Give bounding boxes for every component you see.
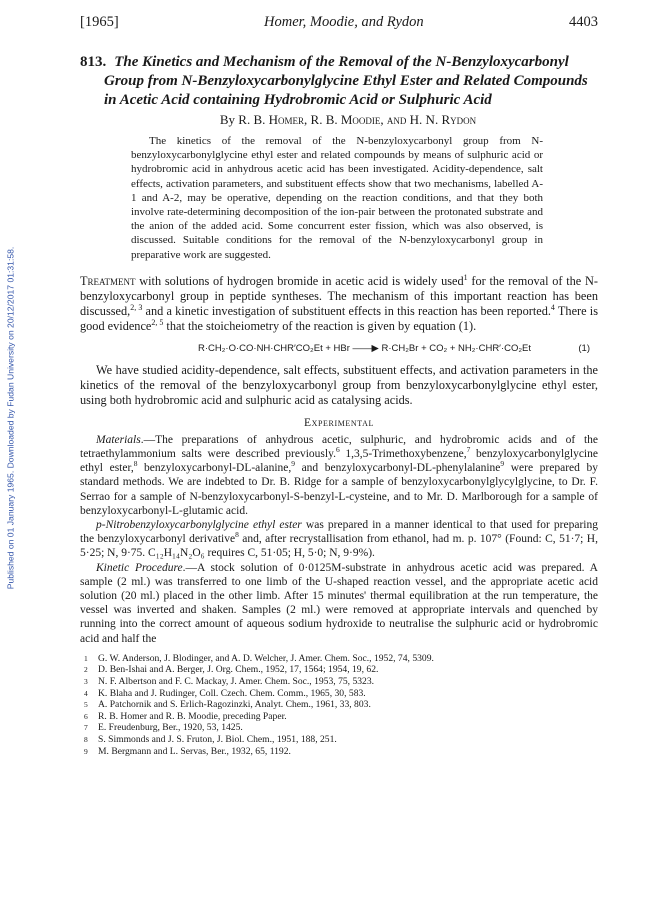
footnote: [80, 676, 598, 688]
materials-text-c: benzyloxycarbonylglycine ethyl ester,: [80, 448, 598, 475]
footnote-number: 3: [84, 677, 88, 687]
introduction: [80, 274, 598, 408]
footnote-text: M. Bergmann and L. Servas, Ber., 1932, 65, 1192.: [98, 745, 291, 757]
page-number: 4403: [568, 14, 598, 30]
footnote-text: R. B. Homer and R. B. Moodie, preceding Paper.: [98, 710, 287, 722]
article-title-text: The Kinetics and Mechanism of the Removal of the N-Benzyloxycarbonyl Group from N-Benzyloxycarbonylglycine Ethyl Ester and Related Compounds in Acetic Acid containing Hydrobromic Acid or Sulphuric Acid: [104, 54, 588, 108]
footnote-number: 6: [84, 711, 88, 721]
footnote-number: 9: [84, 746, 88, 756]
kinetic-label: Kinetic Procedure: [96, 561, 183, 574]
citation-ref: 9: [291, 459, 295, 469]
materials-text-d: benzyloxycarbonyl-DL-alanine,: [137, 462, 292, 475]
footnote-number: 5: [84, 700, 88, 710]
footnote-number: 8: [84, 735, 88, 745]
materials-label: Materials: [96, 433, 141, 446]
citation-ref: 9: [500, 459, 505, 469]
footnote-text: A. Patchornik and S. Erlich-Ragozinzki, Analyt. Chem., 1961, 33, 803.: [98, 699, 371, 711]
journal-page: [80, 14, 598, 757]
footnote-number: 1: [84, 653, 88, 663]
footnote: [80, 664, 598, 676]
footnote-number: 4: [84, 688, 88, 698]
download-watermark: [3, 148, 17, 688]
nitro-paragraph: [80, 518, 598, 561]
footnote-text: D. Ben-Ishai and A. Berger, J. Org. Chem., 1952, 17, 1564; 1954, 19, 62.: [98, 664, 379, 676]
materials-text-e: and benzyloxycarbonyl-DL-phenylalanine: [294, 462, 501, 475]
intro-paragraph-2: We have studied acidity-dependence, salt effects, substituent effects, and activation parameters in the kinetics of the removal of the benzyloxycarbonyl group from benzyloxycarbonylglycine ethyl ester, using both hydrobromic acid and sulphuric acid as catalysing acids.: [80, 362, 598, 407]
running-head: [80, 14, 598, 31]
intro-text-b: for the removal of the N-benzyloxycarbonyl group in peptide syntheses. The mechanism of this important reaction has been discussed,: [80, 273, 598, 318]
citation-ref: 6: [335, 445, 340, 455]
footnote-number: 7: [84, 723, 88, 733]
citation-ref: 4: [550, 302, 555, 312]
kinetic-text: .—A stock solution of 0·0125M-substrate in anhydrous acetic acid was prepared. A sample (2 ml.) was transferred to one limb of the U-shaped reaction vessel, and the appropriate acetic acid solution (20 ml.) placed in the other limb. After 15 minutes' thermal equilibration at the run temperature, the vessel was inverted and shaken. Samples (2 ml.) were removed at appropriate intervals and quenched by running into the correct amount of aqueous sodium hydroxide to neutralise the sulphuric acid or hydrobromic acid and half the: [80, 561, 598, 645]
article-title: [80, 53, 598, 110]
citation-ref: 2, 3: [130, 302, 143, 312]
intro-text-c: and a kinetic investigation of substituent effects in this reaction has been reported.: [142, 303, 551, 318]
equation-1: [80, 341, 598, 356]
footnote: [80, 653, 598, 665]
citation-ref: 2, 5: [151, 317, 164, 327]
intro-text-d: There is good evidence: [80, 303, 598, 333]
intro-lead-word: Treatment: [80, 273, 136, 288]
footnote: [80, 699, 598, 711]
article-number: 813.: [80, 54, 107, 70]
footnote: [80, 734, 598, 746]
running-head-year: [1965]: [80, 14, 119, 30]
footnote-text: G. W. Anderson, J. Blodinger, and A. D. Welcher, J. Amer. Chem. Soc., 1952, 74, 5309.: [98, 652, 434, 664]
byline-authors: R. B. Homer, R. B. Moodie, and H. N. Rydon: [238, 112, 477, 127]
citation-ref: 1: [463, 272, 468, 282]
kinetic-paragraph: [80, 561, 598, 646]
nitro-text-a: was prepared in a manner identical to that used for preparing the benzyloxycarbonyl derivative: [80, 519, 598, 546]
footnote: [80, 746, 598, 758]
nitro-label: p-Nitrobenzyloxycarbonylglycine ethyl ester: [96, 519, 302, 532]
materials-text-b: 1,3,5-Trimethoxybenzene,: [339, 448, 467, 461]
equation-body: R·CH₂·O·CO·NH·CHR′CO₂Et + HBr ——▶ R·CH₂Br + CO₂ + NH₂·CHR′·CO₂Et: [198, 342, 532, 354]
experimental-section: [80, 433, 598, 646]
footnote-number: 2: [84, 665, 88, 675]
materials-text-f: were prepared by standard methods. We are indebted to Dr. B. Ridge for a sample of benzyloxycarbonylglycylglycine, to Dr. F. Serrao for a sample of N-benzyloxycarbonyl-S-benzyl-L-cysteine, and to Mr. D. Marlborough for a sample of benzyloxycarbonyl-L-glutamic acid.: [80, 462, 598, 517]
section-heading-experimental: Experimental: [303, 416, 375, 429]
byline: [80, 112, 598, 128]
footnote: [80, 711, 598, 723]
footnote: [80, 688, 598, 700]
abstract-text: The kinetics of the removal of the N-benzyloxycarbonyl group from N-benzyloxycarbonylglycine ethyl ester and related compounds by means of sulphuric acid or hydrobromic acid in anhydrous acetic acid has been investigated. Acidity-dependence, salt effects, activation parameters, and substituent effects show that two mechanisms, labelled A-1 and A-2, may be operative, depending on the reaction conditions, and that they both involve rate-determining decomposition of the ion-pair between the protonated substrate and the anion of the added acid. Some concurrent ester fission, which was also observed, is discussed. Suitable conditions for the removal of the N-benzyloxycarbonyl group in preparative work are suggested.: [131, 135, 543, 261]
footnote-text: S. Simmonds and J. S. Fruton, J. Biol. Chem., 1951, 188, 251.: [98, 734, 337, 746]
intro-text-a: with solutions of hydrogen bromide in acetic acid is widely used: [135, 273, 464, 288]
download-watermark-text: Published on 01 January 1965. Downloaded by Fudan University on 20/12/2017 01:31:58.: [5, 246, 15, 590]
byline-prefix: By: [219, 112, 236, 127]
citation-ref: 8: [235, 530, 239, 540]
running-head-authors: Homer, Moodie, and Rydon: [264, 14, 424, 30]
footnote-text: N. F. Albertson and F. C. Mackay, J. Amer. Chem. Soc., 1953, 75, 5323.: [98, 676, 375, 688]
citation-ref: 7: [466, 445, 471, 455]
footnote-text: K. Blaha and J. Rudinger, Coll. Czech. Chem. Comm., 1965, 30, 583.: [98, 687, 366, 699]
intro-paragraph-1: [80, 274, 598, 334]
equation-number: (1): [578, 342, 590, 354]
abstract: [131, 134, 543, 262]
footnote-text: E. Freudenburg, Ber., 1920, 53, 1425.: [98, 722, 243, 734]
citation-ref: 8: [133, 459, 138, 469]
intro-text-e: that the stoicheiometry of the reaction is given by equation (1).: [163, 318, 477, 333]
footnote: [80, 722, 598, 734]
materials-text-a: .—The preparations of anhydrous acetic, sulphuric, and hydrobromic acids and of the tetraethylammonium salts were described previously.: [80, 433, 598, 461]
materials-paragraph: [80, 433, 598, 518]
footnotes: [80, 653, 598, 757]
nitro-text-b: and, after recrystallisation from ethanol, had m. p. 107° (Found: C, 51·7; H, 5·25; N, 9·75. C₁₂H₁₄N₂O₆ requires C, 51·05; H, 5·0; N, 9·9%).: [80, 533, 598, 560]
